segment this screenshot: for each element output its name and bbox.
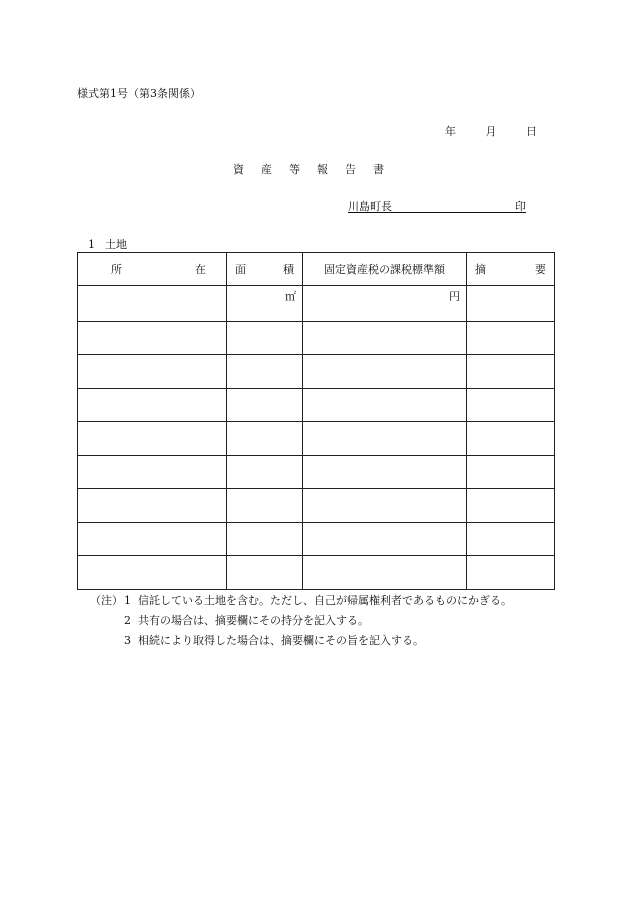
cell-area[interactable] [227,286,303,322]
table-row [78,522,555,556]
cell-location[interactable] [78,489,227,523]
cell-area[interactable] [227,522,303,556]
note-number: 1 [124,594,131,607]
addressee-town: 川島町長 [348,200,392,213]
unit-yen: 円 [449,290,460,303]
table-row [78,455,555,489]
note-text: 相続により取得した場合は、摘要欄にその旨を記入する。 [138,634,424,647]
cell-tax-base[interactable] [303,355,467,389]
cell-tax-base[interactable] [303,522,467,556]
table-row [78,355,555,389]
note-text: 共有の場合は、摘要欄にその持分を記入する。 [138,614,369,627]
cell-summary[interactable] [467,489,555,523]
date-line [445,123,537,139]
cell-area[interactable] [227,489,303,523]
notes-label: （注） [90,594,123,607]
form-number: 様式第1号（第3条関係） [77,87,201,100]
addressee-line [348,198,526,213]
cell-summary[interactable] [467,388,555,422]
table-row [78,422,555,456]
table-row [78,388,555,422]
cell-summary[interactable] [467,455,555,489]
cell-summary[interactable] [467,422,555,456]
cell-tax-base[interactable] [303,422,467,456]
section-title: 土地 [105,238,127,251]
date-day-label: 日 [526,125,537,138]
date-year-label: 年 [445,125,456,138]
cell-tax-base[interactable] [303,556,467,590]
document-title [233,161,401,177]
cell-area[interactable] [227,355,303,389]
cell-location[interactable] [78,286,227,322]
cell-summary[interactable] [467,522,555,556]
cell-location[interactable] [78,455,227,489]
table-header-row [78,253,555,286]
cell-area[interactable] [227,556,303,590]
cell-tax-base[interactable] [303,321,467,355]
cell-area[interactable] [227,422,303,456]
table-row [78,286,555,322]
note-number: 3 [124,634,131,647]
cell-location[interactable] [78,388,227,422]
title-char: 産 [261,163,272,176]
cell-location[interactable] [78,321,227,355]
header-area: 面 積 [227,253,303,286]
section-heading [88,236,127,252]
title-char: 報 [317,163,328,176]
section-number: 1 [88,238,95,251]
title-char: 資 [233,163,244,176]
unit-square-meter: ㎡ [285,290,296,303]
title-char: 等 [289,163,300,176]
table-row [78,489,555,523]
cell-location[interactable] [78,556,227,590]
cell-area[interactable] [227,388,303,422]
seal-mark: 印 [515,200,526,213]
note-item [90,631,512,651]
notes [90,591,512,651]
note-item [90,611,512,631]
cell-location[interactable] [78,355,227,389]
cell-summary[interactable] [467,355,555,389]
cell-tax-base[interactable] [303,455,467,489]
table-row [78,556,555,590]
cell-summary[interactable] [467,556,555,590]
note-item [90,591,512,611]
note-text: 信託している土地を含む。ただし、自己が帰属権利者であるものにかぎる。 [138,594,512,607]
header-location: 所 在 [78,253,227,286]
cell-location[interactable] [78,522,227,556]
cell-area[interactable] [227,455,303,489]
cell-tax-base[interactable] [303,489,467,523]
header-tax-base: 固定資産税の課税標準額 [303,253,467,286]
table-row [78,321,555,355]
title-char: 書 [373,163,384,176]
cell-area[interactable] [227,321,303,355]
cell-summary[interactable] [467,286,555,322]
header-summary: 摘 要 [467,253,555,286]
date-month-label: 月 [485,125,497,138]
note-number: 2 [124,614,131,627]
land-table [77,252,555,590]
cell-tax-base[interactable] [303,388,467,422]
cell-tax-base[interactable] [303,286,467,322]
title-char: 告 [345,163,356,176]
cell-location[interactable] [78,422,227,456]
cell-summary[interactable] [467,321,555,355]
